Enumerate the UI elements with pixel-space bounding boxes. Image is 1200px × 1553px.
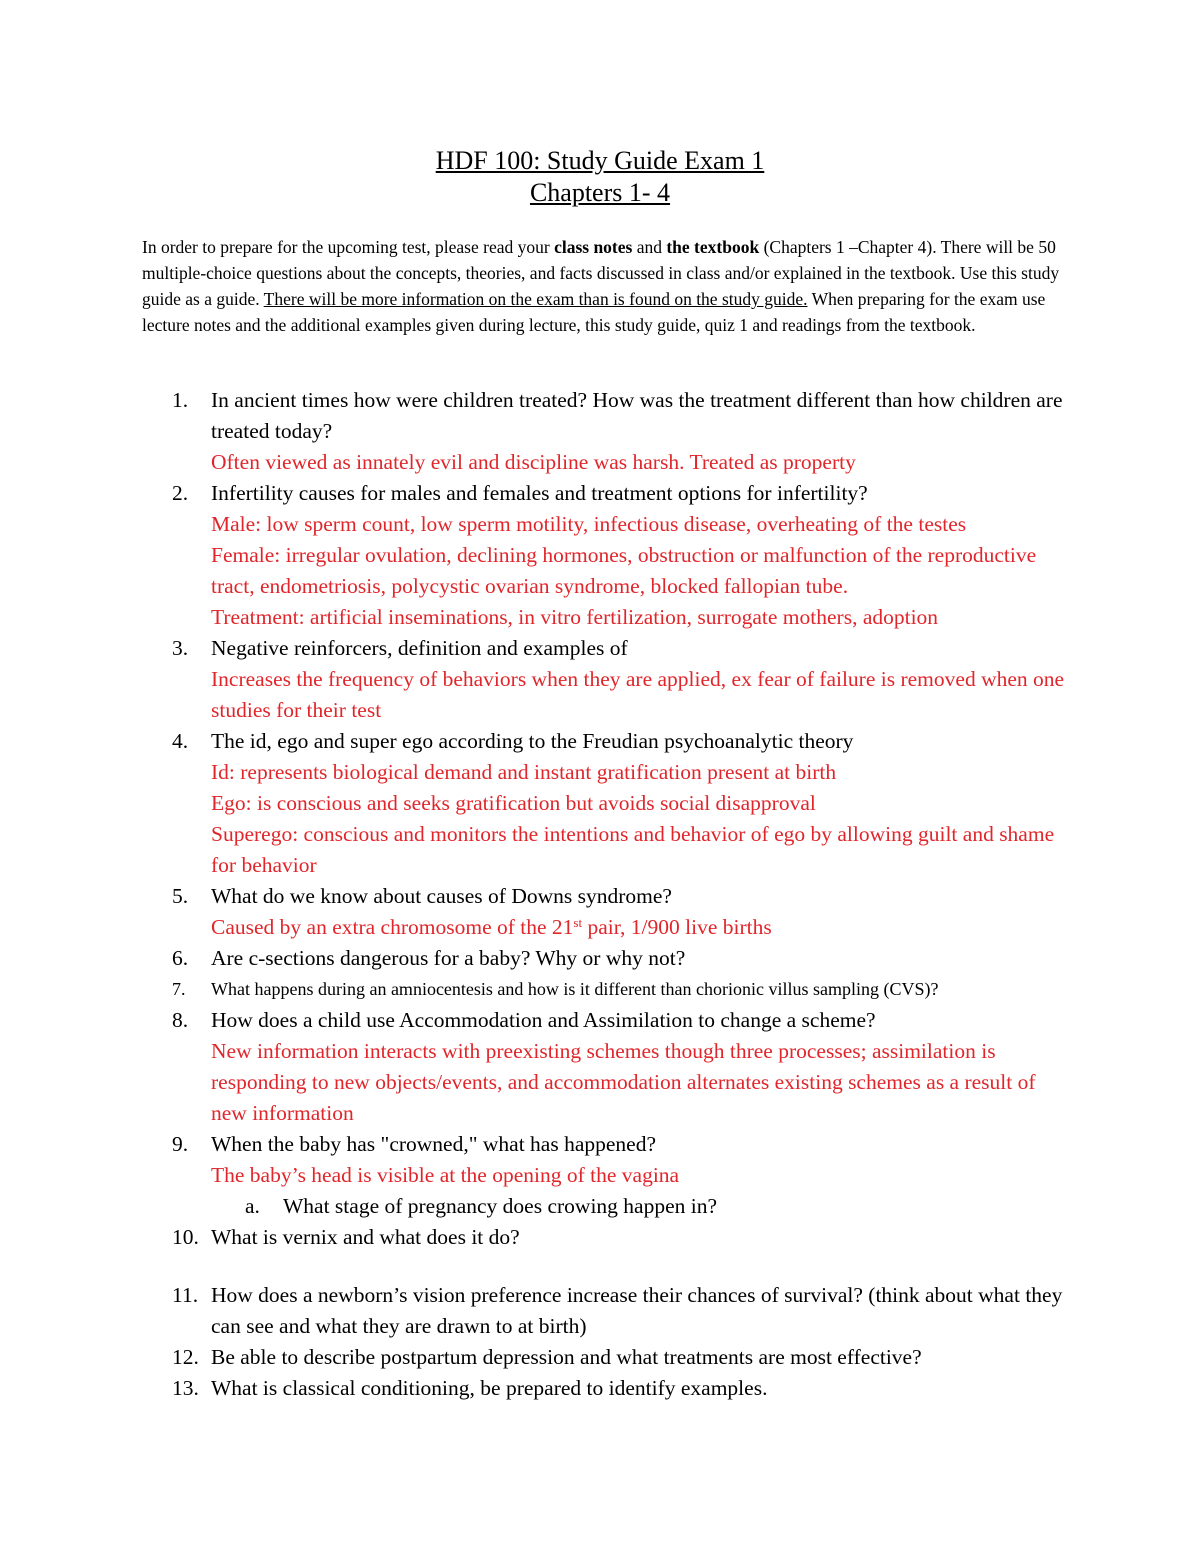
question-item <box>0 1222 1071 1280</box>
answer-text: Ego: is conscious and seeks gratification but avoids social disapproval <box>211 791 816 815</box>
question-text: How does a newborn’s vision preference increase their chances of survival? (think about what they can see and what they are drawn to at birth) <box>211 1283 1063 1338</box>
blank-space <box>211 1253 1071 1280</box>
answer-text: Male: low sperm count, low sperm motility, infectious disease, overheating of the testes <box>211 512 967 536</box>
question-item <box>0 943 1071 974</box>
question-text: How does a child use Accommodation and Assimilation to change a scheme? <box>211 1008 876 1032</box>
question-item <box>0 1129 1071 1222</box>
question-item <box>0 1280 1071 1342</box>
answer-text: Female: irregular ovulation, declining hormones, obstruction or malfunction of the reproductive tract, endometriosis, polycystic ovarian syndrome, blocked fallopian tube. <box>211 543 1037 598</box>
question-item <box>0 1373 1071 1404</box>
question-item <box>0 1342 1071 1373</box>
question-number: 11. <box>172 1283 199 1307</box>
question-item <box>0 974 1071 1005</box>
intro-text-3: (Chapters 1 –Chapter 4). There will be 50 multiple-choice questions about the concepts, theories, and facts discussed in class and/or explained in the textbook. Use this study guide as a guide. <box>142 237 1060 309</box>
question-item <box>0 726 1071 881</box>
sub-question-letter: a. <box>245 1194 260 1218</box>
question-number: 12. <box>172 1345 199 1369</box>
question-number: 1. <box>172 388 189 412</box>
answer-text: The baby’s head is visible at the opening of the vagina <box>211 1163 680 1187</box>
answer-text: Increases the frequency of behaviors when they are applied, ex fear of failure is removed when one studies for their test <box>211 667 1065 722</box>
question-number: 8. <box>172 1008 189 1032</box>
question-text: What is classical conditioning, be prepared to identify examples. <box>211 1376 768 1400</box>
question-text: Be able to describe postpartum depression and what treatments are most effective? <box>211 1345 922 1369</box>
question-item <box>0 385 1071 478</box>
question-text: What happens during an amniocentesis and how is it different than chorionic villus sampling (CVS)? <box>211 979 939 999</box>
question-list <box>0 385 1200 1404</box>
answer-text-part: pair, 1/900 live births <box>582 915 772 939</box>
intro-text-2: and <box>632 237 667 257</box>
question-number: 10. <box>172 1225 199 1249</box>
question-item <box>0 633 1071 726</box>
answer-text: Often viewed as innately evil and discipline was harsh. Treated as property <box>211 450 856 474</box>
answer-superscript: st <box>573 915 583 930</box>
question-number: 5. <box>172 884 189 908</box>
answer-text: New information interacts with preexisting schemes though three processes; assimilation is responding to new objects/events, and accommodation alternates existing schemes as a result of new information <box>211 1039 1036 1125</box>
intro-text-4: When preparing for the exam use lecture notes and the additional examples given during lecture, this study guide, quiz 1 and readings from the textbook. <box>142 289 1046 335</box>
question-item <box>0 478 1071 633</box>
answer-text: Id: represents biological demand and instant gratification present at birth <box>211 760 837 784</box>
question-number: 2. <box>172 481 189 505</box>
question-number: 3. <box>172 636 189 660</box>
answer-text: Treatment: artificial inseminations, in vitro fertilization, surrogate mothers, adoption <box>211 605 939 629</box>
answer-text <box>211 912 1071 943</box>
question-number: 13. <box>172 1376 199 1400</box>
question-number: 6. <box>172 946 189 970</box>
intro-paragraph <box>142 234 1062 338</box>
question-number: 9. <box>172 1132 189 1156</box>
intro-bold-class-notes: class notes <box>554 237 633 257</box>
question-text: Negative reinforcers, definition and examples of <box>211 636 628 660</box>
page-subtitle: Chapters 1- 4 <box>529 178 671 207</box>
page-title: HDF 100: Study Guide Exam 1 <box>435 146 765 175</box>
question-text: What is vernix and what does it do? <box>211 1225 520 1249</box>
question-text: The id, ego and super ego according to the Freudian psychoanalytic theory <box>211 729 854 753</box>
question-number: 7. <box>172 979 186 999</box>
question-item <box>0 1005 1071 1129</box>
question-text: What do we know about causes of Downs syndrome? <box>211 884 672 908</box>
question-text: When the baby has "crowned," what has happened? <box>211 1132 657 1156</box>
answer-text: Superego: conscious and monitors the intentions and behavior of ego by allowing guilt and shame for behavior <box>211 822 1055 877</box>
intro-text-1: In order to prepare for the upcoming test, please read your <box>142 237 555 257</box>
intro-bold-textbook: the textbook <box>666 237 760 257</box>
sub-question-text: What stage of pregnancy does crowing happen in? <box>283 1194 718 1218</box>
answer-text-part: Caused by an extra chromosome of the 21 <box>211 915 574 939</box>
sub-question <box>0 1191 1071 1222</box>
question-number: 4. <box>172 729 189 753</box>
question-text: Infertility causes for males and females and treatment options for infertility? <box>211 481 868 505</box>
question-text: Are c-sections dangerous for a baby? Why or why not? <box>211 946 686 970</box>
question-item <box>0 881 1071 943</box>
question-text: In ancient times how were children treated? How was the treatment different than how children are treated today? <box>211 388 1063 443</box>
intro-underlined-note: There will be more information on the exam than is found on the study guide. <box>263 289 808 309</box>
